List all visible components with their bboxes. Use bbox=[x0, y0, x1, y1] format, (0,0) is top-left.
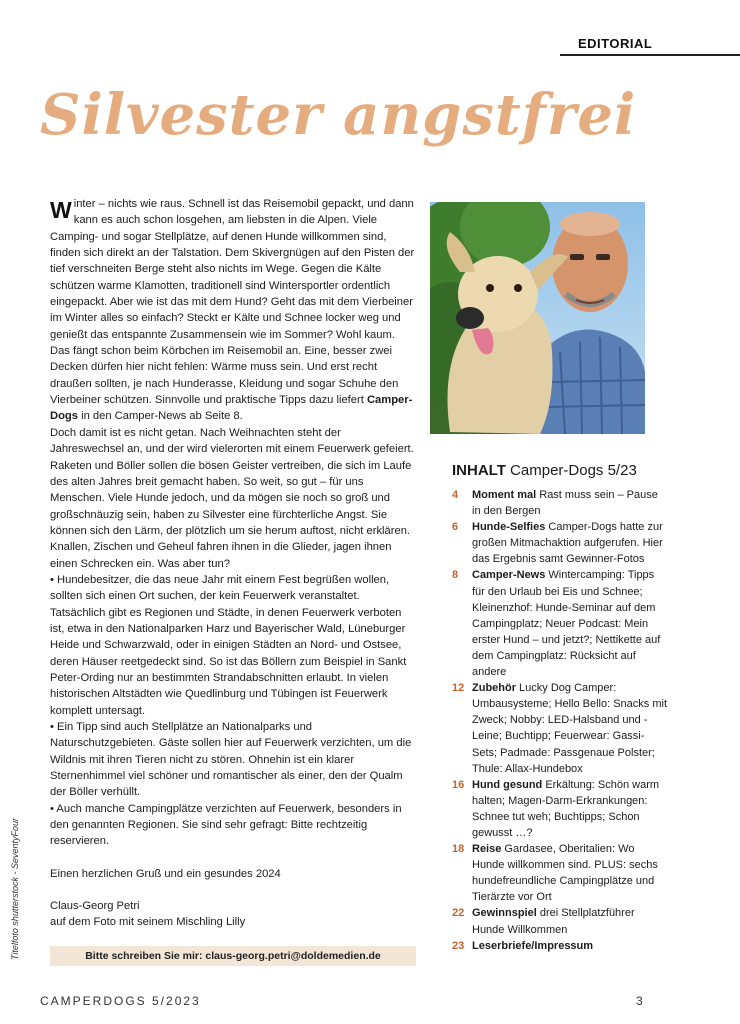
page-number: 3 bbox=[636, 994, 643, 1008]
toc-item-title: Hunde-Selfies bbox=[472, 521, 546, 534]
toc-item-description: Rast muss sein – Pause in den Bergen bbox=[472, 489, 658, 518]
toc-page-number: 16 bbox=[452, 778, 465, 791]
photo-caption: auf dem Foto mit seinem Mischling Lilly bbox=[50, 916, 246, 929]
toc-item-title: Reise bbox=[472, 843, 502, 856]
toc-item-title: Leserbriefe/Impressum bbox=[472, 939, 594, 952]
toc-item-title: Hund gesund bbox=[472, 778, 543, 791]
section-label: EDITORIAL bbox=[578, 36, 653, 51]
table-of-contents bbox=[452, 462, 667, 954]
tip-firework-free-places: • Hundebesitzer, die das neue Jahr mit einem Fest begrüßen wollen, sollten sich einen Ort suchen, der kein Feuerwerk veranstaltet. Tatsächlich gibt es Regionen und Städte, in denen Feuerwerk verboten ist, etwa in den Nationalparken Harz und Bayerischer Wald, Lüneburger Heide und Schwarzwald, oder in einigen Städten an Nord- und Ostsee, deren Häuser reetgedeckt sind. So ist das Böllern zum Beispiel in Sankt Peter-Ording nur an bestimmten Strandabschnitten erlaubt. In vielen historischen Altstädten wie Quedlinburg und Tübingen ist Feuerwerk komplett untersagt. bbox=[50, 573, 407, 717]
toc-item bbox=[452, 487, 667, 519]
toc-page-number: 6 bbox=[452, 521, 459, 534]
photo-credit: Titelfoto shutterstock - SeventyFour bbox=[10, 818, 20, 960]
paragraph-fireworks: Doch damit ist es nicht getan. Nach Weihnachten steht der Jahreswechsel an, und der wird vielerorten mit einem Feuerwerk gefeiert. Raketen und Böller sollen die bösen Geister vertreiben, die sich im Laufe des alten Jahres breit gemacht haben. So weit, so gut – für uns Menschen. Viele Hunde jedoch, und da mögen sie noch so groß und großschnäuzig sein, haben zu Silvester eine fürchterliche Angst. Sie können sich den Lärm, der plötzlich um sie herum auftost, nicht erklären. Knallen, Zischen und Geheul fahren ihnen in die Glieder, jagen ihnen einen Schrecken ein. Was aber tun? bbox=[50, 426, 414, 570]
paragraph-intro-text: inter – nichts wie raus. Schnell ist das Reisemobil gepackt, und dann kann es auch schon losgehen, am liebsten in die Alpen. Viele Camping- und sogar Stellplätze, auf denen Hunde willkommen sind, finden sich direkt an der Talstation. Dem Skivergnügen auf den Pisten der tief verschneiten Berge steht also nichts im Wege. Gegen die Kälte schützen warme Klamotten, traditionell sind Wintersportler ordentlich eingepackt. Aber wie ist das mit dem Hund? Geht das mit dem Vierbeiner im Winter alles so einfach? Steckt er Kälte und Schnee locker weg und genießt das entspannte Zusammensein wie im Sommer? Wohl kaum. bbox=[50, 198, 415, 341]
toc-page-number: 22 bbox=[452, 907, 465, 920]
toc-item-description: Gardasee, Oberitalien: Wo Hunde willkommen sind. PLUS: sechs hundefreundliche Campingplätze und Tierärzte vor Ort bbox=[472, 843, 658, 904]
page-headline: Silvester angstfrei bbox=[40, 82, 637, 148]
toc-heading: INHALT Camper-Dogs 5/23 bbox=[452, 462, 637, 479]
toc-item-title: Camper-News bbox=[472, 569, 546, 582]
toc-item-title: Moment mal bbox=[472, 489, 537, 501]
toc-page-number: 4 bbox=[452, 489, 459, 501]
editorial-text bbox=[50, 196, 416, 931]
toc-item-description: Wintercamping: Tipps für den Urlaub bei Eis und Schnee; Kleinenzhof: Hunde-Seminar auf dem Campingplatz; Neuer Podcast: Mein erster Hund – und jetzt?; Nettikette auf dem Campingplatz: Rücksicht auf andere bbox=[472, 569, 661, 679]
toc-item bbox=[452, 519, 667, 567]
magazine-name: Camper-Dogs bbox=[50, 394, 413, 423]
contact-box: Bitte schreiben Sie mir: claus-georg.petri@doldemedien.de bbox=[50, 946, 416, 966]
toc-item-description: Erkältung: Schön warm halten; Magen-Darm-Erkrankungen: Schnee tut weh; Buchtipps; Schon gewusst …? bbox=[472, 778, 660, 839]
toc-item bbox=[452, 777, 667, 841]
toc-page-number: 18 bbox=[452, 843, 465, 856]
tip-nature-parks: • Ein Tipp sind auch Stellplätze an Nationalparks und Naturschutzgebieten. Gäste sollen hier auf Feuerwerk verzichten, um die Wildnis mit ihren Tieren nicht zu stören. Ohnehin ist ein klarer Sternenhimmel viel schöner und romantischer als einer, den der Qualm der Böller verhüllt. bbox=[50, 721, 412, 799]
editor-photo bbox=[430, 202, 645, 434]
paragraph-blankets: Das fängt schon beim Körbchen im Reisemobil an. Eine, besser zwei Decken dürfen hier nicht fehlen: Wärme muss sein. Und erst recht draußen sollten, je nach Hunderasse, Kleidung und sogar Schuhe den Vierbeiner schützen. Sinnvolle und praktische Tipps dazu liefert Camper-Dogs in den Camper-News ab Seite 8. bbox=[50, 345, 413, 423]
toc-item-description: Lucky Dog Camper: Umbausysteme; Hello Bello: Snacks mit Zweck; Nobby: LED-Halsband und -Leine; Buchtipp; Feuerwear: Gassi-Sets; Padmade: Passgenaue Polster; Thule: Allax-Hundebox bbox=[472, 682, 668, 775]
toc-item-description: drei Stellplatzführer Hunde Willkommen bbox=[472, 907, 635, 936]
paragraph-intro bbox=[50, 196, 416, 343]
toc-page-number: 23 bbox=[452, 939, 465, 952]
toc-item bbox=[452, 938, 667, 954]
toc-list bbox=[452, 487, 667, 954]
footer-magazine: CAMPERDOGS 5/2023 bbox=[40, 994, 201, 1008]
toc-item bbox=[452, 841, 667, 905]
toc-item-title: Gewinnspiel bbox=[472, 907, 537, 920]
drop-cap: W bbox=[50, 197, 72, 223]
toc-item bbox=[452, 567, 667, 680]
greeting: Einen herzlichen Gruß und ein gesundes 2024 bbox=[50, 867, 281, 880]
toc-item-title: Zubehör bbox=[472, 682, 516, 695]
toc-page-number: 8 bbox=[452, 569, 459, 582]
section-rule bbox=[560, 54, 740, 56]
toc-page-number: 12 bbox=[452, 682, 465, 695]
toc-item-description: Camper-Dogs hatte zur großen Mitmachaktion aufgerufen. Hier das Ergebnis samt Gewinner-Fotos bbox=[472, 521, 663, 566]
toc-item bbox=[452, 905, 667, 937]
toc-item bbox=[452, 680, 667, 777]
tip-campsites: • Auch manche Campingplätze verzichten auf Feuerwerk, besonders in den genannten Regionen. Sie sind sehr gefragt: Bitte rechtzeitig reservieren. bbox=[50, 802, 402, 848]
signature: Claus-Georg Petri bbox=[50, 900, 140, 913]
